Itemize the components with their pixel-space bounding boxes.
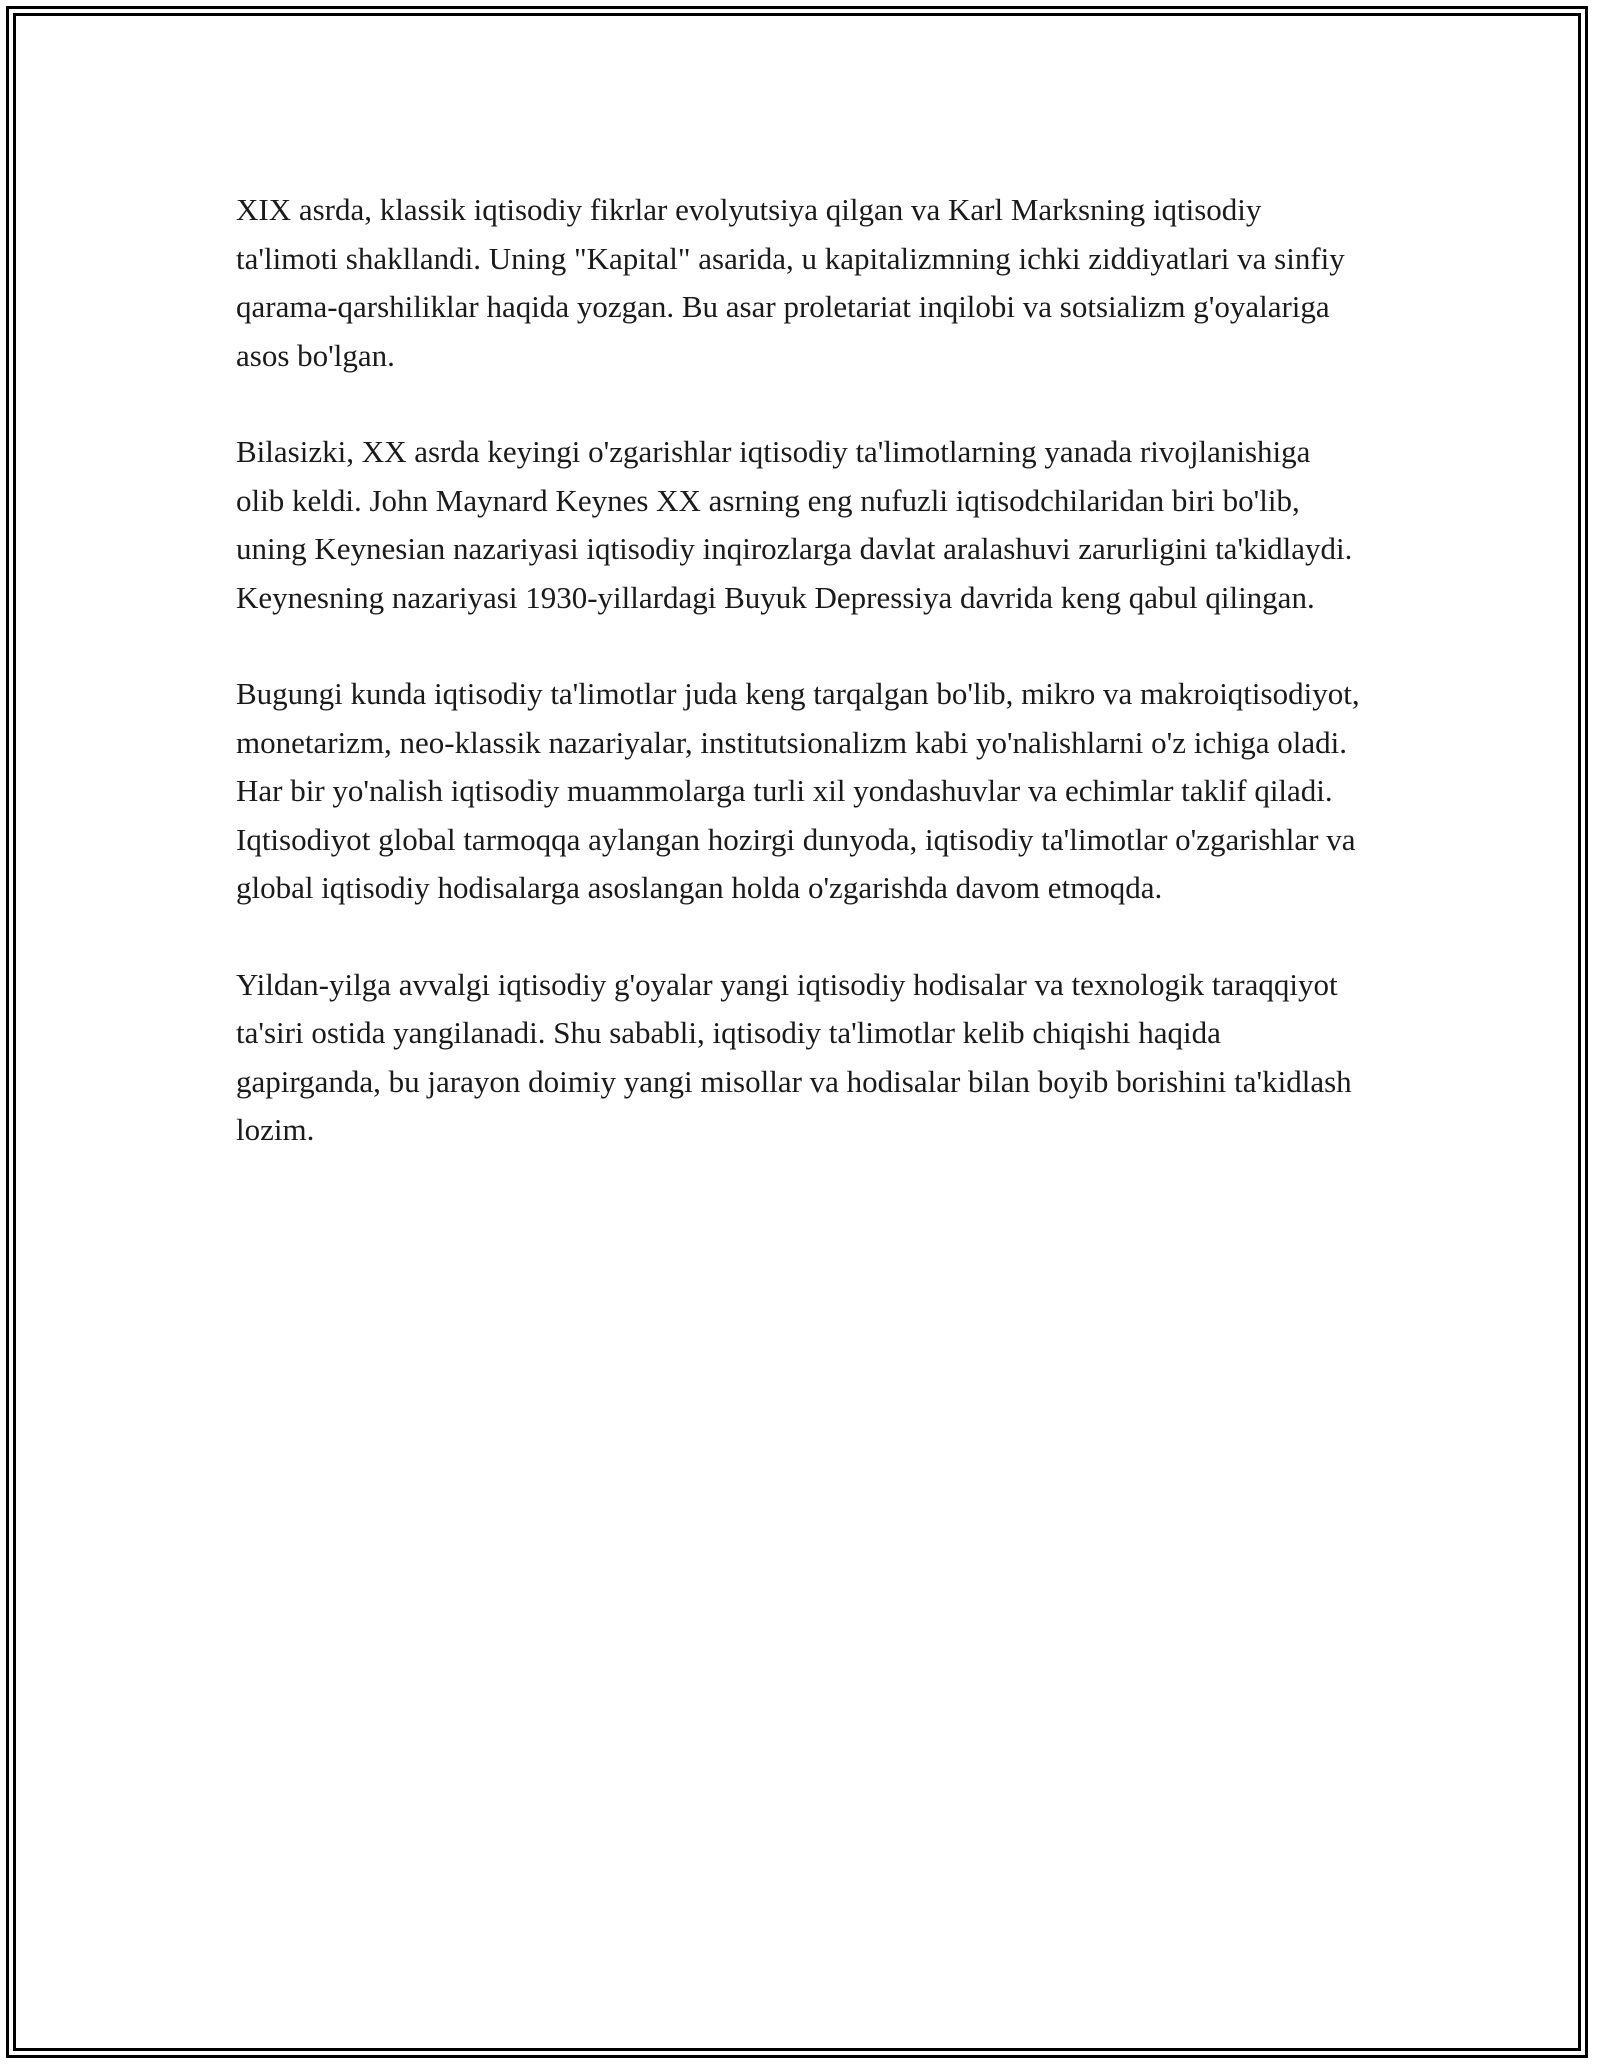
document-body bbox=[236, 186, 1366, 1203]
paragraph-marx: XIX asrda, klassik iqtisodiy fikrlar evolyutsiya qilgan va Karl Marksning iqtisodiy ta'limoti shakllandi. Uning "Kapital" asarida, u kapitalizmning ichki ziddiyatlari va sinfiy qarama-qarshiliklar haqida yozgan. Bu asar proletariat inqilobi va sotsializm g'oyalariga asos bo'lgan. bbox=[236, 192, 1345, 373]
paragraph-conclusion: Yildan-yilga avvalgi iqtisodiy g'oyalar yangi iqtisodiy hodisalar va texnologik taraqqiyot ta'siri ostida yangilanadi. Shu sababli, iqtisodiy ta'limotlar kelib chiqishi haqida gapirganda, bu jarayon doimiy yangi misollar va hodisalar bilan boyib borishini ta'kidlash lozim. bbox=[236, 966, 1352, 1147]
paragraph-modern-doctrines: Bugungi kunda iqtisodiy ta'limotlar juda keng tarqalgan bo'lib, mikro va makroiqtisodiyot, monetarizm, neo-klassik nazariyalar, institutsionalizm kabi yo'nalishlarni o'z ichiga oladi. Har bir yo'nalish iqtisodiy muammolarga turli xil yondashuvlar va echimlar taklif qiladi. Iqtisodiyot global tarmoqqa aylangan hozirgi dunyoda, iqtisodiy ta'limotlar o'zgarishlar va global iqtisodiy hodisalarga asoslangan holda o'zgarishda davom etmoqda. bbox=[236, 676, 1360, 905]
paragraph-keynes: Bilasizki, XX asrda keyingi o'zgarishlar iqtisodiy ta'limotlarning yanada rivojlanishiga olib keldi. John Maynard Keynes XX asrning eng nufuzli iqtisodchilaridan biri bo'lib, uning Keynesian nazariyasi iqtisodiy inqirozlarga davlat aralashuvi zarurligini ta'kidlaydi. Keynesning nazariyasi 1930-yillardagi Buyuk Depressiya davrida keng qabul qilingan. bbox=[236, 434, 1353, 615]
